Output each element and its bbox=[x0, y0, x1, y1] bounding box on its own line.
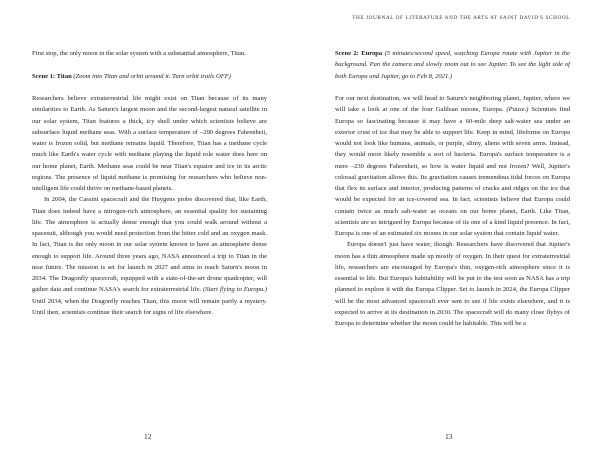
right-page bbox=[300, 0, 600, 463]
pause-direction: (Pause.) bbox=[506, 106, 529, 114]
titan-paragraph-2-end: Until 2034, when the Dragonfly reaches Titan, this moon will remain partly a mystery. Until then, scientists continue their search for signs of life elsewhere. bbox=[32, 297, 267, 316]
scene-1-direction: (Zoom into Titan and orbit around it. Turn orbit trails OFF) bbox=[73, 72, 231, 80]
scene-2-title: Scene 2: Europa bbox=[335, 50, 383, 57]
scene-2-direction: (5 minutes/second speed, watching Europa rotate with Jupiter in the background. Pan the camera and slowly zoom out to see Jupiter. To see the light side of both Europa and Jupiter, go to Feb 8, 2021.) bbox=[335, 50, 570, 80]
europa-paragraph-2: Europa doesn't just have water, though. Researchers have discovered that Jupiter's moon has a thin atmosphere made up mostly of oxygen. In their quest for extraterrestrial life, researchers are encouraged by Europa's thin, oxygen-rich atmosphere since it is essential to life. But Europa's habitability will be put to the test soon as NASA has a trip planned to explore it with the Europa Clipper. Set to launch in 2024, the Europa Clipper will be the most advanced spacecraft ever sent to see if life exists elsewhere, and it is expected to arrive at its destination in 2030. The spacecraft will do many close flybys of Europa to determine whether the moon could be habitable. This will be a bbox=[335, 241, 570, 327]
europa-paragraph-1 bbox=[335, 93, 570, 239]
right-page-body bbox=[300, 48, 600, 329]
page-number-right: 13 bbox=[445, 432, 453, 441]
titan-paragraph-1: Researchers believe extraterrestrial life might exist on Titan because of its many similarities to Earth. As Saturn's largest moon and the second-largest natural satellite in our solar system, Titan features a thick, icy shell under which scientists believe are subsurface liquid methane seas. With a surface temperature of –290 degrees Fahrenheit, water is frozen solid, but methane remains liquid. Therefore, Titan has a methane cycle much like Earth's water cycle with methane playing the liquid role water does here on our home planet, Earth. Methane seas could be near Titan's equator and ice in its arctic regions. The presence of liquid methane is promising for researchers who believe non-intelligent life could thrive on methane-based planets. bbox=[32, 95, 267, 192]
scene-2-heading bbox=[335, 48, 570, 82]
europa-paragraph-1-rest: Scientists find Europa so fascinating because it may have a 60-mile deep salt-water sea under an exterior crust of ice that may be able to support life. Keep in mind, lifeforms on Europa would not look like humans, animals, or purple, slimy, aliens with seven arms. Instead, they would more likely resemble a sort of bacteria. Europa's surface temperature is a mere –230 degrees Fahrenheit, so how is water liquid and not frozen? Well, Jupiter's colossal gravitation allows this. Its gravitation causes tremendous tidal forces on Europa that flex its surface and interior, producing patterns of cracks and ridges on the ice that would be expected for an ice-covered sea. In fact, scientists believe that Europa could contain twice as much salt-water as oceans on our home planet, Earth. Like Titan, scientists are so intrigued by Europa because of its one of a kind liquid presence. In fact, Europa is one of an estimated six moons in our solar system that contain liquid water. bbox=[335, 106, 571, 237]
titan-paragraph-2-text: In 2004, the Cassini spacecraft and the Huygens probe discovered that, like Earth, Titan does indeed have a nitrogen-rich atmosphere, an essential quality for sustaining life. The atmosphere is actually dense enough that you could walk around without a spacesuit, although you would need protection from the bitter cold and an oxygen mask. In fact, Titan is the only moon in our solar system known to have an atmosphere dense enough to support life. Around three years ago, NASA announced a trip to Titan in the near future. The mission is set for launch in 2027 and aims to reach Saturn's moon in 2034. The Dragonfly spacecraft, equipped with a state-of-the-art drone quadcopter, will gather data and continue NASA's search for extraterrestrial life. bbox=[32, 196, 267, 294]
stage-direction: (Start flying to Europa.) bbox=[203, 286, 267, 294]
intro-paragraph: First stop, the only moon in the solar system with a substantial atmosphere, Titan. bbox=[32, 50, 246, 57]
titan-paragraph-2 bbox=[32, 194, 267, 318]
running-header: THE JOURNAL OF LITERATURE AND THE ARTS AT SAINT DAVID'S SCHOOL bbox=[352, 15, 570, 21]
left-page-body bbox=[0, 48, 300, 318]
europa-paragraph-1-text: For our next destination, we will head to Saturn's neighboring planet, Jupiter, where we will take a look at one of the four Galilean moons, Europa. bbox=[335, 95, 570, 114]
scene-1-title: Scene 1: Titan bbox=[32, 72, 72, 80]
scene-1-heading bbox=[32, 71, 267, 82]
page-number-left: 12 bbox=[144, 432, 152, 441]
